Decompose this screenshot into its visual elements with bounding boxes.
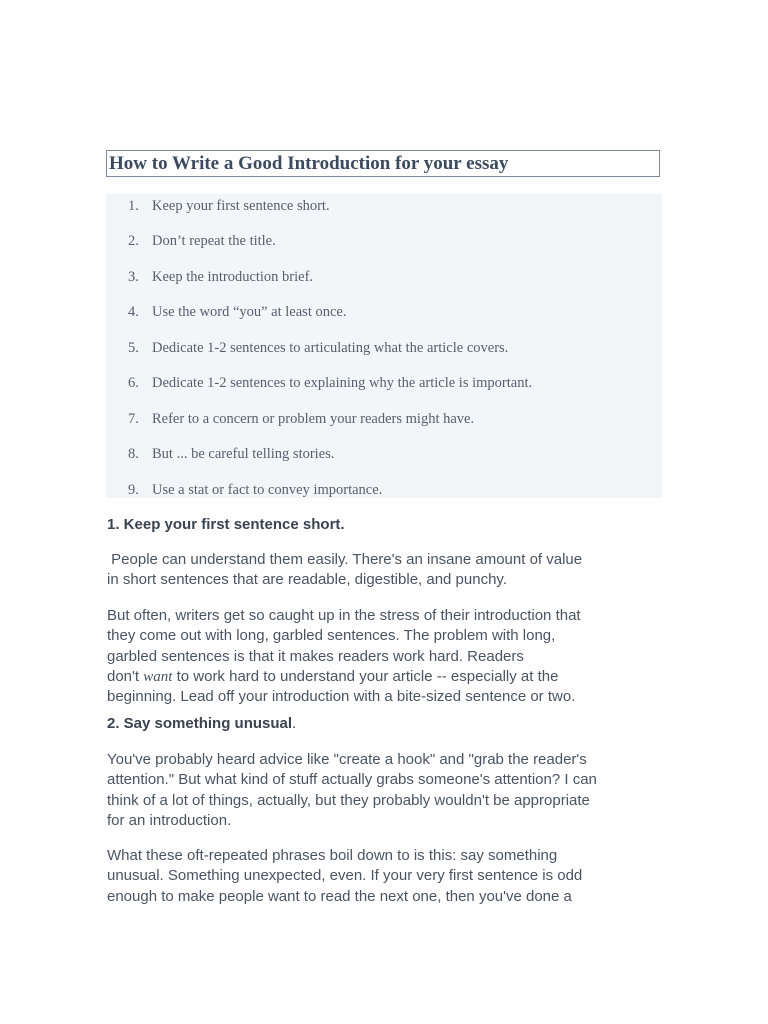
list-number: 5. — [128, 340, 139, 356]
text-line: unusual. Something unexpected, even. If your very first sentence is odd — [107, 867, 583, 885]
list-number: 1. — [128, 198, 139, 214]
text-run: to work hard to understand your article -- especially at the — [172, 667, 559, 685]
list-number: 2. — [128, 233, 139, 249]
list-item — [128, 232, 276, 250]
list-item — [128, 339, 508, 357]
list-text: Keep your first sentence short. — [152, 198, 330, 214]
text-line: in short sentences that are readable, digestible, and punchy. — [107, 571, 507, 589]
section-heading-text: 2. Say something unusual — [107, 715, 293, 732]
section-heading — [107, 714, 296, 734]
list-text: Dedicate 1-2 sentences to articulating what the article covers. — [152, 340, 509, 356]
paragraph — [107, 846, 667, 907]
list-text: But ... be careful telling stories. — [152, 446, 335, 462]
list-text: Dedicate 1-2 sentences to explaining why the article is important. — [152, 375, 533, 391]
text-line: garbled sentences is that it makes readers work hard. Readers — [107, 647, 524, 665]
list-text: Use a stat or fact to convey importance. — [152, 482, 383, 498]
section-heading: 1. Keep your first sentence short. — [107, 516, 345, 533]
section-heading-tail: . — [292, 715, 297, 732]
text-line: they come out with long, garbled sentences. The problem with long, — [107, 627, 556, 645]
paragraph — [107, 750, 667, 831]
text-line: enough to make people want to read the next one, then you've done a — [107, 887, 572, 905]
paragraph — [107, 606, 667, 707]
text-line: But often, writers get so caught up in the stress of their introduction that — [107, 607, 581, 624]
text-line: You've probably heard advice like "create a hook" and "grab the reader's — [107, 751, 587, 768]
list-number: 9. — [128, 482, 139, 498]
document-title: How to Write a Good Introduction for your essay — [106, 150, 660, 177]
list-number: 7. — [128, 411, 139, 427]
list-item — [128, 268, 313, 286]
text-line: for an introduction. — [107, 811, 232, 829]
list-number: 6. — [128, 375, 139, 391]
list-text: Keep the introduction brief. — [152, 269, 314, 285]
list-number: 3. — [128, 269, 139, 285]
text-run: don't — [107, 667, 144, 685]
list-text: Don’t repeat the title. — [152, 233, 276, 249]
text-line: beginning. Lead off your introduction with a bite-sized sentence or two. — [107, 688, 576, 706]
text-line: What these oft-repeated phrases boil down to is this: say something — [107, 847, 558, 864]
list-item — [128, 410, 474, 428]
text-line: think of a lot of things, actually, but they probably wouldn't be appropriate — [107, 791, 590, 809]
list-item — [128, 303, 346, 321]
list-text: Refer to a concern or problem your readers might have. — [152, 411, 475, 427]
list-item — [128, 445, 334, 463]
emphasis-text: want — [143, 668, 173, 685]
list-number: 8. — [128, 446, 139, 462]
list-item — [128, 481, 382, 499]
list-text: Use the word “you” at least once. — [152, 304, 347, 320]
list-number: 4. — [128, 304, 139, 320]
text-line — [107, 667, 667, 687]
tips-list — [106, 194, 662, 498]
list-item — [128, 374, 532, 392]
text-line: attention." But what kind of stuff actually grabs someone's attention? I can — [107, 771, 597, 789]
paragraph — [107, 550, 667, 591]
list-item — [128, 197, 330, 215]
text-line: People can understand them easily. There's an insane amount of value — [107, 551, 583, 568]
